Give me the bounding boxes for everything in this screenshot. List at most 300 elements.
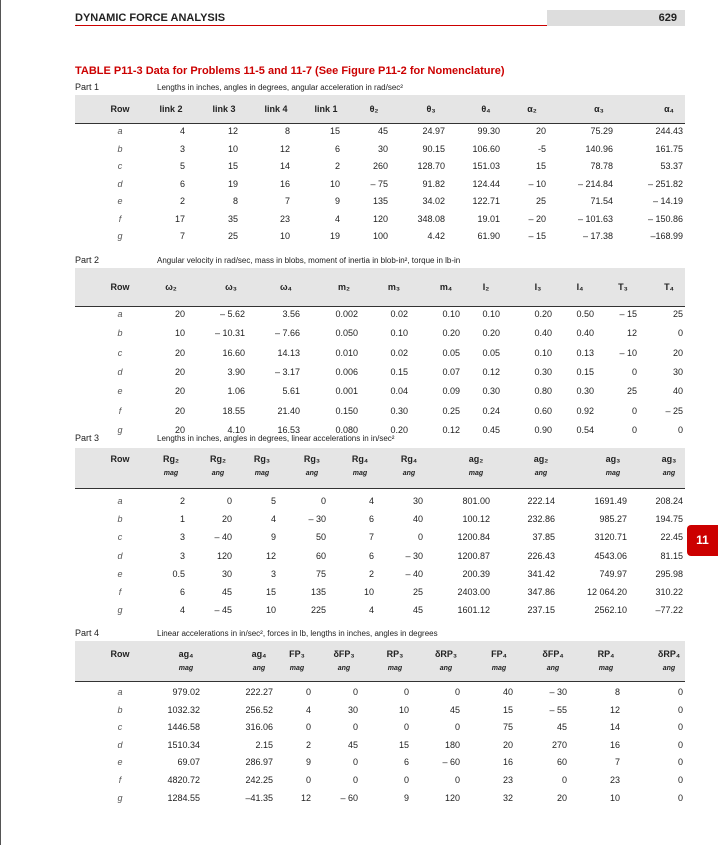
part3-col-header: Row xyxy=(110,454,130,464)
part1-cell: – 10 xyxy=(528,178,546,189)
part3-cell: 310.22 xyxy=(655,587,683,597)
part4-cell: 1446.58 xyxy=(167,722,200,733)
part3-cell: 25 xyxy=(412,587,423,597)
part4-cell: 32 xyxy=(502,792,513,803)
part1-cell: 7 xyxy=(284,196,290,206)
part3-cell: 4 xyxy=(270,514,276,525)
part4-row-label: f xyxy=(118,775,122,785)
part1-cell: – 101.63 xyxy=(577,213,613,224)
part4-cell: – 60 xyxy=(340,792,358,803)
part3-cell: 120 xyxy=(216,550,232,561)
part4-cell: 12 xyxy=(609,704,620,715)
part4-cell: 0 xyxy=(677,722,683,733)
part4-cell: 40 xyxy=(502,687,513,697)
part4-row-label: c xyxy=(117,722,123,733)
part3-cell: 4 xyxy=(368,605,374,616)
part2-cell: 0.10 xyxy=(534,347,552,358)
part2-cell: 0.050 xyxy=(335,328,358,339)
part1-cell: 24.97 xyxy=(422,126,445,136)
part4-description: Linear accelerations in in/sec², forces in lb, lengths in inches, angles in degrees xyxy=(157,629,438,638)
part1-col-header: α₃ xyxy=(594,104,604,114)
part4-cell: 286.97 xyxy=(245,757,273,768)
part1-cell: – 214.84 xyxy=(577,178,613,189)
part3-cell: 10 xyxy=(363,587,374,597)
part3-col-subheader: ang xyxy=(305,470,319,477)
part3-col-subheader: mag xyxy=(254,470,270,477)
part3-cell: 6 xyxy=(368,550,374,561)
part3-cell: 30 xyxy=(221,568,232,579)
part4-cell: 16 xyxy=(502,757,513,768)
part4-cell: – 55 xyxy=(549,704,567,715)
part1-cell: – 15 xyxy=(528,231,546,241)
part4-cell: 0 xyxy=(677,792,683,803)
part1-row-label: d xyxy=(117,178,123,189)
part2-cell: 0.05 xyxy=(482,347,500,358)
part3-cell: 749.97 xyxy=(599,568,627,579)
part2-cell: 0.15 xyxy=(576,366,594,377)
part4-cell: 0 xyxy=(352,757,358,768)
part4-cell: 316.06 xyxy=(245,722,273,733)
part4-col-header: FP₃ xyxy=(289,649,305,659)
part1-col-header: link 3 xyxy=(212,104,236,114)
part3-col-header: ag₃ xyxy=(605,454,621,464)
part4-cell: 0 xyxy=(403,775,409,785)
part2-cell: 0.30 xyxy=(390,405,408,416)
part3-cell: 0.5 xyxy=(172,568,185,579)
part3-col-header: ag₂ xyxy=(468,454,484,464)
part4-col-header: ag₄ xyxy=(251,649,267,659)
part3-cell: 226.43 xyxy=(527,550,555,561)
part3-cell: 100.12 xyxy=(462,514,490,525)
part3-cell: 50 xyxy=(315,532,326,543)
part4-cell: 180 xyxy=(444,739,460,750)
part1-col-header: link 2 xyxy=(159,104,183,114)
part1-row-label: a xyxy=(117,126,123,136)
part1-col-header: θ₄ xyxy=(481,104,491,114)
part3-cell: 3 xyxy=(270,568,276,579)
part1-col-header: α₄ xyxy=(664,104,674,114)
part4-cell: 0 xyxy=(561,775,567,785)
part1-cell: – 20 xyxy=(528,213,546,224)
part1-cell: 106.60 xyxy=(472,143,500,154)
part4-cell: 23 xyxy=(609,775,620,785)
part4-cell: 0 xyxy=(677,704,683,715)
part4-cell: 2.15 xyxy=(255,739,273,750)
part3-cell: 1200.87 xyxy=(457,550,490,561)
part3-cell: 341.42 xyxy=(527,568,555,579)
part3-row-label: c xyxy=(117,532,123,543)
part2-cell: 0.10 xyxy=(442,309,460,319)
part1-cell: – 14.19 xyxy=(652,196,683,206)
part4-col-header: FP₄ xyxy=(491,649,507,659)
part2-cell: 0.15 xyxy=(390,366,408,377)
part4-cell: 2 xyxy=(305,739,311,750)
part4-col-header: ag₄ xyxy=(178,649,194,659)
part3-cell: 20 xyxy=(221,514,232,525)
chapter-title: DYNAMIC FORCE ANALYSIS xyxy=(75,12,226,24)
part1-cell: 25 xyxy=(535,196,546,206)
part3-cell: 1691.49 xyxy=(594,496,627,506)
part4-cell: 15 xyxy=(398,739,409,750)
part2-cell: 0.24 xyxy=(482,405,500,416)
part3-cell: – 30 xyxy=(405,550,423,561)
part2-cell: 12 xyxy=(626,328,637,339)
part3-col-header: Rg₄ xyxy=(351,454,369,464)
part3-col-header: Rg₂ xyxy=(163,454,179,464)
part2-cell: 20 xyxy=(174,309,185,319)
part4-row-label: e xyxy=(117,757,123,768)
part1-cell: 4 xyxy=(334,213,340,224)
part1-col-header: α₂ xyxy=(527,104,537,114)
part3-header-rule xyxy=(75,488,685,489)
part4-cell: 242.25 xyxy=(245,775,273,785)
part2-cell: 0.02 xyxy=(390,347,408,358)
part3-cell: 4543.06 xyxy=(594,550,627,561)
part3-cell: 208.24 xyxy=(655,496,683,506)
part4-cell: 0 xyxy=(403,722,409,733)
part2-cell: 0.09 xyxy=(442,386,460,397)
part1-col-header: θ₃ xyxy=(426,104,436,114)
part1-cell: 19.01 xyxy=(477,213,500,224)
part2-cell: 0.080 xyxy=(335,424,358,435)
part2-cell: 20 xyxy=(174,386,185,397)
part3-cell: 0 xyxy=(417,532,423,543)
part3-cell: 3 xyxy=(179,550,185,561)
part4-cell: 20 xyxy=(556,792,567,803)
part3-cell: 9 xyxy=(270,532,276,543)
part2-col-header: T₄ xyxy=(664,282,674,292)
part1-cell: 124.44 xyxy=(472,178,500,189)
page-number: 629 xyxy=(547,10,685,26)
part4-cell: 979.02 xyxy=(172,687,200,697)
part1-row-label: f xyxy=(118,213,122,224)
part3-cell: 37.85 xyxy=(532,532,555,543)
part1-row-label: c xyxy=(117,161,123,171)
part2-description: Angular velocity in rad/sec, mass in blobs, moment of inertia in blob-in², torque in lb-in xyxy=(157,256,461,265)
part3-row-label: e xyxy=(117,568,123,579)
part1-header-rule xyxy=(75,123,685,124)
part3-row-label: b xyxy=(117,514,123,525)
part1-cell: 151.03 xyxy=(472,161,500,171)
part2-cell: 0.04 xyxy=(390,386,408,397)
part3-cell: 3 xyxy=(179,532,185,543)
part1-cell: 135 xyxy=(372,196,388,206)
part4-col-header: δFP₄ xyxy=(542,649,564,659)
part2-cell: 0.006 xyxy=(335,366,358,377)
part3-col-subheader: mag xyxy=(352,470,368,477)
part2-cell: 14.13 xyxy=(277,347,300,358)
part3-cell: 60 xyxy=(315,550,326,561)
part4-cell: 8 xyxy=(614,687,620,697)
part2-cell: – 7.66 xyxy=(274,328,300,339)
part3-cell: 22.45 xyxy=(660,532,683,543)
part2-cell: – 3.17 xyxy=(274,366,300,377)
part4-cell: 15 xyxy=(502,704,513,715)
part3-cell: 985.27 xyxy=(599,514,627,525)
part2-cell: 0.10 xyxy=(390,328,408,339)
part3-row-label: a xyxy=(117,496,123,506)
part1-cell: 45 xyxy=(377,126,388,136)
part3-cell: 347.86 xyxy=(527,587,555,597)
part2-cell: 0.010 xyxy=(335,347,358,358)
part2-cell: 0 xyxy=(677,328,683,339)
part2-cell: 20 xyxy=(174,366,185,377)
part3-cell: 12 064.20 xyxy=(586,587,627,597)
part1-cell: 7 xyxy=(179,231,185,241)
part4-cell: 0 xyxy=(352,722,358,733)
part3-cell: 232.86 xyxy=(527,514,555,525)
part2-cell: 0 xyxy=(677,424,683,435)
part4-col-header: RP₃ xyxy=(386,649,404,659)
part2-cell: 0.13 xyxy=(576,347,594,358)
part1-cell: 61.90 xyxy=(477,231,500,241)
part4-cell: 0 xyxy=(677,687,683,697)
part2-cell: 0.20 xyxy=(482,328,500,339)
part3-cell: 81.15 xyxy=(660,550,683,561)
part2-col-header: ω₃ xyxy=(225,282,237,292)
part1-cell: 35 xyxy=(227,213,238,224)
part3-cell: 222.14 xyxy=(527,496,555,506)
part3-cell: 4 xyxy=(179,605,185,616)
part1-cell: 140.96 xyxy=(585,143,613,154)
part3-col-header: ag₂ xyxy=(533,454,549,464)
part1-cell: 8 xyxy=(232,196,238,206)
part4-col-header: δFP₃ xyxy=(333,649,355,659)
part1-cell: 15 xyxy=(227,161,238,171)
part4-row-label: b xyxy=(117,704,123,715)
part2-row-label: d xyxy=(117,366,123,377)
part1-col-header: Row xyxy=(110,104,130,114)
part1-cell: 128.70 xyxy=(417,161,445,171)
part1-cell: 15 xyxy=(535,161,546,171)
part2-cell: 0.05 xyxy=(442,347,460,358)
part3-cell: – 45 xyxy=(214,605,232,616)
part4-cell: 0 xyxy=(305,775,311,785)
part2-cell: – 10.31 xyxy=(214,328,245,339)
part1-cell: 2 xyxy=(179,196,185,206)
part3-cell: 10 xyxy=(265,605,276,616)
page-edge xyxy=(0,0,1,845)
part4-col-subheader: mag xyxy=(387,665,403,672)
part3-cell: 2 xyxy=(368,568,374,579)
part3-col-header: ag₃ xyxy=(661,454,677,464)
part1-cell: 120 xyxy=(372,213,388,224)
part4-cell: 20 xyxy=(502,739,513,750)
part4-cell: 0 xyxy=(352,775,358,785)
part1-cell: 15 xyxy=(329,126,340,136)
part2-cell: 0.30 xyxy=(482,386,500,397)
part4-col-header: δRP₃ xyxy=(434,649,458,659)
part1-cell: 78.78 xyxy=(590,161,613,171)
part1-cell: 10 xyxy=(227,143,238,154)
part3-col-subheader: mag xyxy=(605,470,621,477)
part1-cell: 10 xyxy=(279,231,290,241)
part3-col-header: Rg₃ xyxy=(303,454,321,464)
part2-cell: 0.002 xyxy=(335,309,358,319)
part2-row-label: c xyxy=(117,347,123,358)
part2-cell: 40 xyxy=(672,386,683,397)
part3-col-header: Rg₄ xyxy=(400,454,418,464)
part4-cell: 60 xyxy=(556,757,567,768)
part3-cell: 1 xyxy=(179,514,185,525)
part2-cell: – 10 xyxy=(619,347,637,358)
part4-cell: 1510.34 xyxy=(167,739,200,750)
part4-cell: 9 xyxy=(403,792,409,803)
part4-cell: 45 xyxy=(347,739,358,750)
part4-cell: 0 xyxy=(677,757,683,768)
part2-cell: 20 xyxy=(672,347,683,358)
part3-cell: 15 xyxy=(265,587,276,597)
part2-row-label: a xyxy=(117,309,123,319)
part4-cell: 0 xyxy=(305,687,311,697)
part1-cell: 9 xyxy=(334,196,340,206)
part2-cell: 1.06 xyxy=(227,386,245,397)
part2-cell: 0.54 xyxy=(576,424,594,435)
part1-cell: 260 xyxy=(372,161,388,171)
part4-header-rule xyxy=(75,681,685,682)
part1-cell: – 75 xyxy=(370,178,388,189)
part2-cell: 21.40 xyxy=(277,405,300,416)
part2-cell: 0.30 xyxy=(534,366,552,377)
part2-cell: 0 xyxy=(631,366,637,377)
part3-col-subheader: mag xyxy=(163,470,179,477)
part3-col-subheader: mag xyxy=(468,470,484,477)
part3-cell: 295.98 xyxy=(655,568,683,579)
part1-cell: 53.37 xyxy=(660,161,683,171)
part2-cell: 0.20 xyxy=(442,328,460,339)
part2-cell: 0.90 xyxy=(534,424,552,435)
part2-cell: 0.30 xyxy=(576,386,594,397)
part1-cell: 161.75 xyxy=(655,143,683,154)
part2-cell: 3.90 xyxy=(227,366,245,377)
part4-row-label: a xyxy=(117,687,123,697)
part3-cell: 1200.84 xyxy=(457,532,490,543)
part2-cell: 10 xyxy=(174,328,185,339)
part4-cell: 0 xyxy=(454,687,460,697)
part4-cell: 256.52 xyxy=(245,704,273,715)
part3-row-label: g xyxy=(117,605,123,616)
part3-cell: 6 xyxy=(368,514,374,525)
part2-cell: 30 xyxy=(672,366,683,377)
part4-cell: 69.07 xyxy=(177,757,200,768)
header-rule xyxy=(75,25,547,26)
part4-cell: 0 xyxy=(403,687,409,697)
part1-cell: 5 xyxy=(179,161,185,171)
part2-row-label: e xyxy=(117,386,123,397)
part4-cell: 75 xyxy=(502,722,513,733)
part4-col-subheader: ang xyxy=(546,665,560,672)
part4-cell: 9 xyxy=(305,757,311,768)
part1-cell: 75.29 xyxy=(590,126,613,136)
part4-col-subheader: mag xyxy=(598,665,614,672)
part2-cell: – 15 xyxy=(619,309,637,319)
part1-cell: 10 xyxy=(329,178,340,189)
part3-cell: 30 xyxy=(412,496,423,506)
part1-cell: 20 xyxy=(535,126,546,136)
part3-col-subheader: ang xyxy=(402,470,416,477)
part2-cell: 0.92 xyxy=(576,405,594,416)
part3-cell: 7 xyxy=(368,532,374,543)
part4-row-label: d xyxy=(117,739,123,750)
table-title: TABLE P11-3 Data for Problems 11-5 and 11-7 (See Figure P11-2 for Nomenclature) xyxy=(75,65,505,77)
part4-cell: 0 xyxy=(454,775,460,785)
part3-cell: 6 xyxy=(179,587,185,597)
part2-row-label: g xyxy=(117,424,123,435)
part1-col-header: link 4 xyxy=(264,104,288,114)
part2-col-header: Row xyxy=(110,282,130,292)
part2-cell: – 5.62 xyxy=(219,309,245,319)
part1-row-label: b xyxy=(117,143,123,154)
part2-cell: 0.40 xyxy=(576,328,594,339)
part2-header-rule xyxy=(75,306,685,307)
part3-cell: 45 xyxy=(412,605,423,616)
part2-col-header: m₃ xyxy=(387,282,401,292)
part2-cell: 5.61 xyxy=(282,386,300,397)
part2-cell: 0.12 xyxy=(442,424,460,435)
part2-col-header: m₄ xyxy=(439,282,453,292)
part4-cell: 6 xyxy=(403,757,409,768)
part1-cell: 122.71 xyxy=(472,196,500,206)
part1-cell: – 150.86 xyxy=(647,213,683,224)
part4-label: Part 4 xyxy=(75,628,100,638)
part1-cell: 4.42 xyxy=(427,231,445,241)
part4-col-subheader: mag xyxy=(289,665,305,672)
part1-cell: 12 xyxy=(227,126,238,136)
part2-cell: 0.25 xyxy=(442,405,460,416)
part1-cell: 244.43 xyxy=(655,126,683,136)
part1-cell: 71.54 xyxy=(590,196,613,206)
part2-cell: 0.20 xyxy=(390,424,408,435)
part3-cell: 3120.71 xyxy=(594,532,627,543)
part2-cell: 16.53 xyxy=(277,424,300,435)
part2-col-header: I₄ xyxy=(576,282,584,292)
part4-cell: 0 xyxy=(454,722,460,733)
part1-cell: – 17.38 xyxy=(582,231,613,241)
part4-header-band xyxy=(75,641,685,681)
part1-label: Part 1 xyxy=(75,82,100,92)
part1-cell: 16 xyxy=(279,178,290,189)
part3-cell: 200.39 xyxy=(462,568,490,579)
part4-cell: 45 xyxy=(449,704,460,715)
part3-row-label: d xyxy=(117,550,123,561)
part3-cell: 12 xyxy=(265,550,276,561)
part4-col-subheader: ang xyxy=(337,665,351,672)
part3-cell: – 40 xyxy=(214,532,232,543)
part2-col-header: I₃ xyxy=(534,282,542,292)
part2-cell: 18.55 xyxy=(222,405,245,416)
part4-col-subheader: ang xyxy=(439,665,453,672)
part3-col-subheader: ang xyxy=(534,470,548,477)
part3-cell: 5 xyxy=(270,496,276,506)
part1-col-header: link 1 xyxy=(314,104,338,114)
part3-cell: 1601.12 xyxy=(457,605,490,616)
part1-cell: 348.08 xyxy=(417,213,445,224)
part1-cell: 14 xyxy=(279,161,290,171)
part1-cell: -5 xyxy=(537,143,546,154)
part4-cell: 4 xyxy=(305,704,311,715)
part1-cell: 6 xyxy=(179,178,185,189)
part1-cell: 25 xyxy=(227,231,238,241)
part2-cell: 0.001 xyxy=(335,386,358,397)
part3-col-subheader: ang xyxy=(211,470,225,477)
part3-cell: – 30 xyxy=(308,514,326,525)
part3-cell: 0 xyxy=(320,496,326,506)
part3-cell: 194.75 xyxy=(655,514,683,525)
part2-cell: 20 xyxy=(174,405,185,416)
part1-cell: 3 xyxy=(179,143,185,154)
part1-row-label: e xyxy=(117,196,123,206)
part3-col-header: Rg₂ xyxy=(210,454,226,464)
